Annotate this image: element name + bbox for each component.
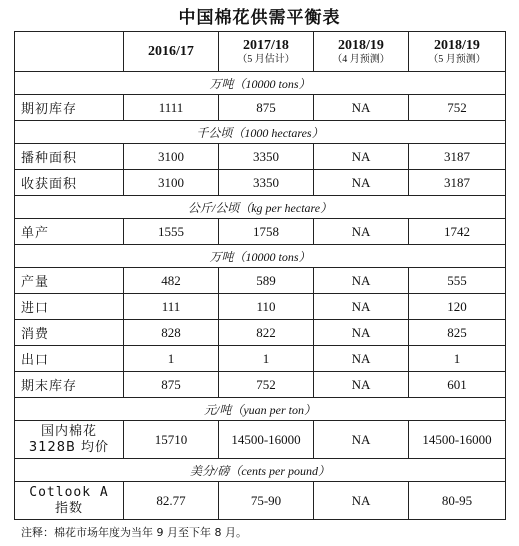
row-label: 收获面积 (15, 170, 124, 196)
footnote: 注释：棉花市场年度为当年 9 月至下年 8 月。 (21, 526, 247, 539)
unit-row: 万吨（10000 tons） (15, 245, 506, 268)
row-label: 期初库存 (15, 95, 124, 121)
cell: 482 (124, 268, 219, 294)
cell: 589 (219, 268, 314, 294)
cell: 1742 (409, 219, 506, 245)
table-row (15, 294, 506, 320)
table-row (15, 320, 506, 346)
cell: 1 (409, 346, 506, 372)
cell: 110 (219, 294, 314, 320)
cell: 1 (219, 346, 314, 372)
unit-row: 千公顷（1000 hectares） (15, 121, 506, 144)
header-col-2: 2017/18 （5 月估计） (219, 32, 314, 72)
cell: 3187 (409, 170, 506, 196)
cell: 3350 (219, 144, 314, 170)
cell: NA (314, 372, 409, 398)
header-corner (15, 32, 124, 72)
cell: 601 (409, 372, 506, 398)
cell: NA (314, 219, 409, 245)
cell: 875 (124, 372, 219, 398)
cell: NA (314, 482, 409, 520)
cell: NA (314, 95, 409, 121)
cell: NA (314, 294, 409, 320)
cell: 822 (219, 320, 314, 346)
cell: 3187 (409, 144, 506, 170)
header-col-3: 2018/19 （4 月预测） (314, 32, 409, 72)
header-col-1: 2016/17 (124, 32, 219, 72)
table-row (15, 482, 506, 520)
cell: 120 (409, 294, 506, 320)
unit-row: 元/吨（yuan per ton） (15, 398, 506, 421)
cell: 555 (409, 268, 506, 294)
cell: 14500-16000 (219, 421, 314, 459)
cell: 825 (409, 320, 506, 346)
cell: 3350 (219, 170, 314, 196)
row-label: 产量 (15, 268, 124, 294)
row-label: 出口 (15, 346, 124, 372)
cell: 111 (124, 294, 219, 320)
table-row (15, 144, 506, 170)
cell: 3100 (124, 170, 219, 196)
cell: 875 (219, 95, 314, 121)
row-label (15, 421, 124, 459)
cell: 1111 (124, 95, 219, 121)
table-row (15, 170, 506, 196)
cell: 752 (219, 372, 314, 398)
cell: NA (314, 421, 409, 459)
table-row (15, 219, 506, 245)
row-label: 消费 (15, 320, 124, 346)
cell: 82.77 (124, 482, 219, 520)
row-label: 播种面积 (15, 144, 124, 170)
page-title: 中国棉花供需平衡表 (178, 8, 341, 28)
cell: 1 (124, 346, 219, 372)
table-row (15, 268, 506, 294)
cell: NA (314, 144, 409, 170)
row-label (15, 482, 124, 520)
cell: 15710 (124, 421, 219, 459)
row-label-line1: Cotlook A (29, 484, 109, 500)
unit-row: 美分/磅（cents per pound） (15, 459, 506, 482)
table-row (15, 346, 506, 372)
cell: NA (314, 268, 409, 294)
table-row (15, 421, 506, 459)
cell: 80-95 (409, 482, 506, 520)
cell: NA (314, 346, 409, 372)
row-label-line2: 3128B 均价 (28, 439, 110, 455)
cell: 1758 (219, 219, 314, 245)
header-row (15, 32, 506, 72)
cell: 828 (124, 320, 219, 346)
cell: 752 (409, 95, 506, 121)
cotton-balance-table (14, 31, 506, 520)
header-col-4: 2018/19 （5 月预测） (409, 32, 506, 72)
cell: 3100 (124, 144, 219, 170)
cell: 75-90 (219, 482, 314, 520)
cell: NA (314, 320, 409, 346)
row-label: 期末库存 (15, 372, 124, 398)
unit-row: 万吨（10000 tons） (15, 72, 506, 95)
row-label-line1: 国内棉花 (40, 423, 97, 439)
table-row (15, 372, 506, 398)
row-label-line2: 指数 (54, 500, 83, 516)
unit-row: 公斤/公顷（kg per hectare） (15, 196, 506, 219)
row-label: 单产 (15, 219, 124, 245)
table-row (15, 95, 506, 121)
row-label: 进口 (15, 294, 124, 320)
cell: 1555 (124, 219, 219, 245)
cell: 14500-16000 (409, 421, 506, 459)
cell: NA (314, 170, 409, 196)
